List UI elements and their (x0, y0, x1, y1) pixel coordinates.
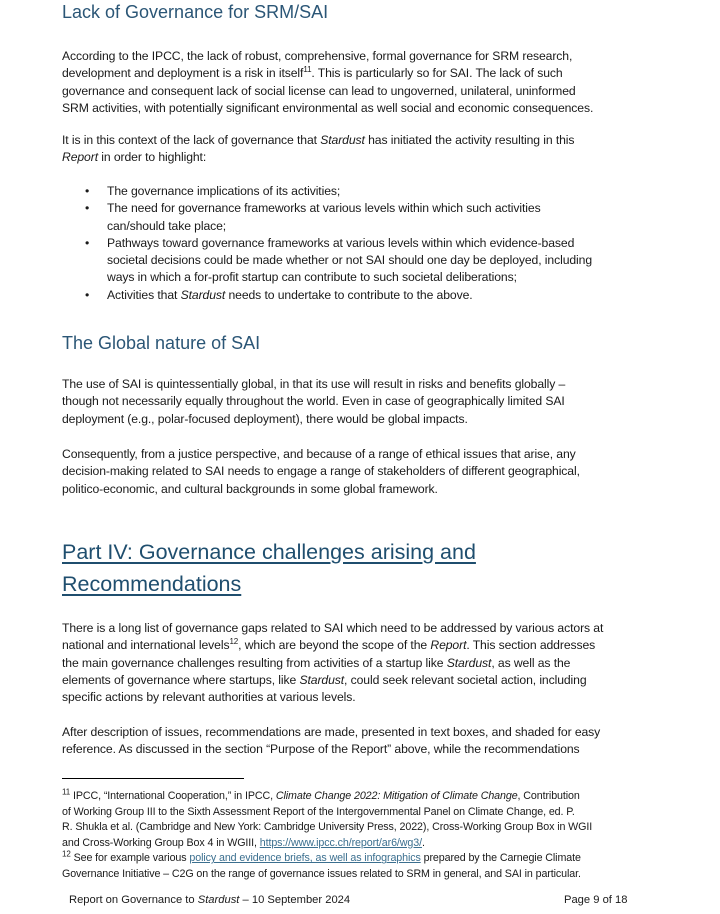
text-line (62, 200, 592, 217)
paragraph-recommendations (62, 724, 600, 759)
bullet-item (62, 183, 592, 200)
text-segment: in order to highlight: (97, 150, 207, 165)
paragraph-context (62, 132, 574, 167)
footnote-ref[interactable]: 12 (62, 849, 71, 859)
text-segment: of Working Group III to the Sixth Assessment Report of the Intergovernmental Panel on Climate Change, ed. P. (62, 805, 575, 818)
text-segment: Stardust (446, 655, 492, 670)
text-segment: Report (62, 150, 98, 165)
text-segment: The governance implications of its activities; (107, 184, 341, 198)
footnote-ref[interactable]: 11 (303, 65, 312, 75)
text-segment: See for example various (70, 852, 190, 865)
text-segment: Report (430, 638, 467, 653)
text-line (62, 235, 592, 252)
text-line (62, 867, 592, 883)
text-segment: SRM activities, with potentially significant environmental as well social and economic consequences. (62, 100, 594, 115)
text-segment: Stardust (320, 133, 365, 147)
text-segment: The need for governance frameworks at various levels within which such activities (107, 201, 541, 216)
text-line (62, 132, 574, 149)
footer-title: Report on Governance to (69, 894, 198, 906)
text-segment: It is in this context of the lack of governance that (62, 133, 321, 147)
text-segment: , Contribution (517, 790, 580, 802)
text-line (62, 741, 600, 758)
text-segment: though not necessarily equally throughout the world. Even in case of geographically limited SAI (62, 394, 565, 409)
footer-date: – 10 September 2024 (239, 894, 351, 906)
text-line (62, 805, 592, 821)
heading-part-iv (62, 536, 476, 600)
footer-title-italic: Stardust (197, 894, 240, 906)
bullet-icon: • (85, 201, 90, 216)
text-segment: , which are beyond the scope of the (238, 638, 431, 653)
text-segment: Governance Initiative – C2G on the range of governance issues related to SRM in general, and SAI in particular. (62, 867, 581, 880)
text-segment: deployment (e.g., polar-focused deployment), there would be global impacts. (62, 411, 468, 426)
bullet-icon: • (85, 287, 90, 302)
link[interactable]: policy and evidence briefs, as well as infographics (189, 852, 421, 865)
text-segment: Consequently, from a justice perspective, and because of a range of ethical issues that arise, any (62, 447, 576, 461)
text-segment: development and deployment is a risk in itself (62, 66, 304, 81)
text-line (62, 411, 565, 428)
text-segment: elements of governance where startups, like (62, 672, 300, 687)
text-segment: Stardust (299, 672, 345, 687)
text-segment: R. Shukla et al. (Cambridge and New York: Cambridge University Press, 2022), Cross-Working Group Box in WGII (62, 821, 593, 834)
page-number: Page 9 of 18 (564, 894, 628, 906)
text-segment: can/should take place; (107, 218, 227, 233)
text-segment: and Cross-Working Group Box 4 in WGIII, (62, 836, 260, 849)
text-segment: ways in which a for-profit startup can contribute to such societal deliberations; (107, 270, 517, 285)
text-segment: There is a long list of governance gaps related to SAI which need to be addressed by various actors at (62, 621, 604, 635)
text-segment: According to the IPCC, the lack of robust, comprehensive, formal governance for SRM research, (62, 49, 573, 63)
text-segment: . This section addresses (466, 638, 596, 653)
text-segment: needs to undertake to contribute to the above. (225, 287, 473, 302)
text-line (62, 183, 592, 200)
text-line (62, 393, 565, 410)
text-segment: the main governance challenges resulting from activities of a startup like (62, 655, 447, 670)
footnotes (62, 789, 592, 883)
link[interactable]: https://www.ipcc.ch/report/ar6/wg3/ (259, 836, 422, 849)
text-segment: The use of SAI is quintessentially global, in that its use will result in risks and benefits globally – (62, 377, 566, 391)
text-segment: national and international levels (62, 638, 230, 653)
text-line (62, 637, 603, 654)
text-segment: IPCC, “International Cooperation,” in IPCC, (70, 790, 276, 802)
text-segment: decision-making related to SAI needs to engage a range of stakeholders of different geographical, (62, 464, 580, 479)
text-line (62, 481, 580, 498)
text-line (62, 100, 593, 117)
text-line (62, 820, 592, 836)
footer-left (69, 894, 350, 906)
bullet-icon: • (85, 184, 90, 198)
text-line (62, 672, 603, 689)
bullet-item (62, 200, 592, 235)
text-line (62, 789, 592, 805)
text-segment: , as well as the (491, 655, 571, 670)
text-line (62, 149, 574, 166)
text-line (62, 83, 593, 100)
bullet-item (62, 287, 592, 304)
text-segment: reference. As discussed in the section “Purpose of the Report” above, while the recommendations (62, 742, 580, 757)
bullet-item (62, 235, 592, 287)
text-segment: societal decisions could be made whether or not SAI should one day be deployed, including (107, 253, 593, 268)
text-line (62, 851, 592, 867)
heading-lack-of-governance: Lack of Governance for SRM/SAI (62, 2, 329, 22)
heading-part-iv-line2: Recommendations (62, 572, 242, 596)
text-segment: . This is particularly so for SAI. The lack of such (311, 66, 563, 81)
text-segment: Activities that (107, 287, 181, 302)
text-line (62, 620, 603, 637)
text-line (62, 48, 593, 65)
text-segment: . (421, 836, 425, 849)
text-line (62, 376, 565, 393)
paragraph-justice (62, 446, 580, 498)
text-segment: specific actions by relevant authorities at various levels. (62, 690, 356, 705)
text-line (62, 252, 592, 269)
text-segment: governance and consequent lack of social license can lead to ungoverned, unilateral, uninformed (62, 83, 576, 98)
paragraph-global-use (62, 376, 565, 428)
text-segment: After description of issues, recommendations are made, presented in text boxes, and shaded for easy (62, 725, 601, 739)
text-line (62, 287, 592, 304)
text-line (62, 655, 603, 672)
text-segment: prepared by the Carnegie Climate (420, 852, 581, 865)
text-line (62, 65, 593, 82)
text-line (62, 446, 580, 463)
text-line (62, 724, 600, 741)
text-segment: Climate Change 2022: Mitigation of Climate Change (275, 790, 518, 802)
text-segment: Stardust (180, 287, 226, 302)
text-segment: , could seek relevant societal action, including (344, 672, 587, 687)
footnote-ref[interactable]: 11 (62, 787, 71, 797)
text-line (62, 689, 603, 706)
bullet-icon: • (85, 235, 90, 250)
text-line (62, 836, 592, 852)
footnote-ref[interactable]: 12 (229, 637, 239, 647)
text-line (62, 269, 592, 286)
footnote-separator (62, 778, 244, 779)
text-segment: has initiated the activity resulting in this (364, 133, 575, 147)
bullet-list (62, 183, 592, 304)
text-line (62, 218, 592, 235)
text-segment: politico-economic, and cultural backgrounds in some global framework. (62, 481, 438, 496)
paragraph-governance-gaps (62, 620, 603, 706)
text-segment: Pathways toward governance frameworks at various levels within which evidence-based (107, 235, 575, 250)
heading-global-nature: The Global nature of SAI (62, 333, 261, 353)
heading-part-iv-line1: Part IV: Governance challenges arising and (62, 540, 476, 564)
paragraph-ipcc (62, 48, 593, 117)
text-line (62, 463, 580, 480)
